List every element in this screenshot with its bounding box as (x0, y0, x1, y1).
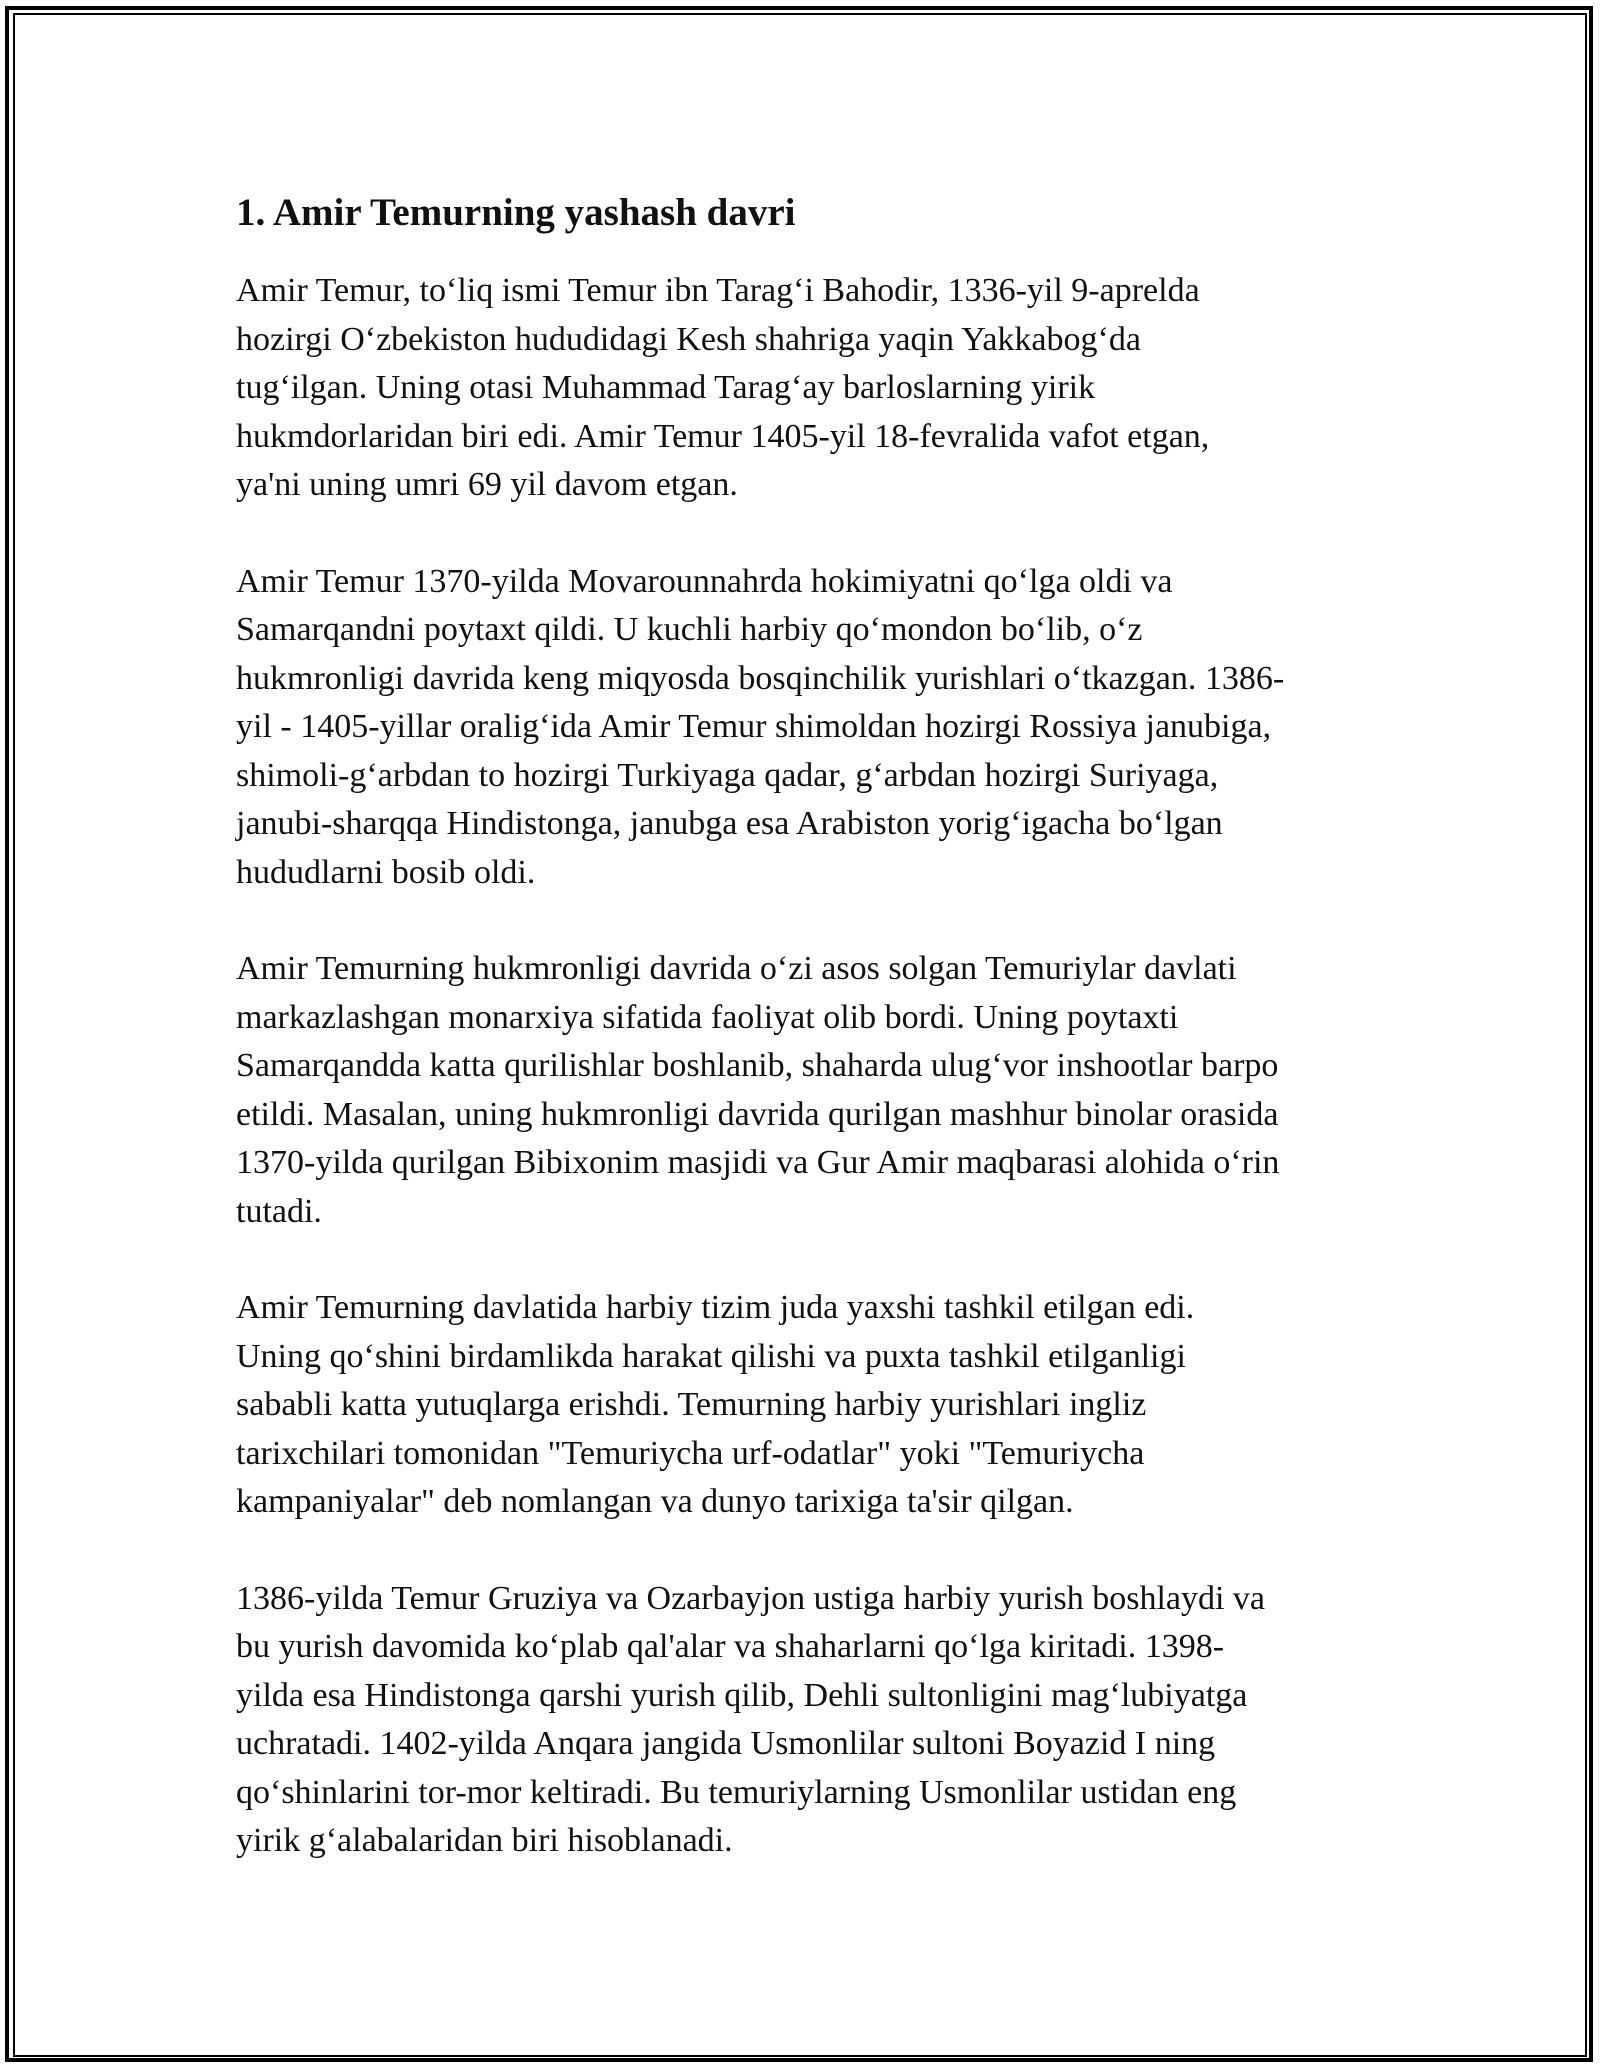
paragraph-4: Amir Temurning davlatida harbiy tizim juda yaxshi tashkil etilgan edi. Uning qo‘shini birdamlikda harakat qilishi va puxta tashkil etilganligi sababli katta yutuqlarga erishdi. Temurning harbiy yurishlari ingliz tarixchilari tomonidan "Temuriycha urf-odatlar" yoki "Temuriycha kampaniyalar" deb nomlangan va dunyo tarixiga ta'sir qilgan. (236, 1289, 1195, 1520)
section-heading: 1. Amir Temurning yashash davri (236, 191, 796, 234)
paragraph-5: 1386-yilda Temur Gruziya va Ozarbayjon ustiga harbiy yurish boshlaydi va bu yurish davomida ko‘plab qal'alar va shaharlarni qo‘lga kiritadi. 1398- yilda esa Hindistonga qarshi yurish qilib, Dehli sultonligini mag‘lubiyatga uchratadi. 1402-yilda Anqara jangida Usmonlilar sultoni Boyazid I ning qo‘shinlarini tor-mor keltiradi. Bu temuriylarning Usmonlilar ustidan eng yirik g‘alabalaridan biri hisoblanadi. (236, 1579, 1266, 1859)
paragraph-1: Amir Temur, to‘liq ismi Temur ibn Tarag‘i Bahodir, 1336-yil 9-aprelda hozirgi O‘zbekiston hududidagi Kesh shahriga yaqin Yakkabog‘da tug‘ilgan. Uning otasi Muhammad Tarag‘ay barloslarning yirik hukmdorlaridan biri edi. Amir Temur 1405-yil 18-fevralida vafot etgan, ya'ni uning umri 69 yil davom etgan. (236, 272, 1210, 503)
paragraph-3: Amir Temurning hukmronligi davrida o‘zi asos solgan Temuriylar davlati markazlashgan monarxiya sifatida faoliyat olib bordi. Uning poytaxti Samarqandda katta qurilishlar boshlanib, shaharda ulug‘vor inshootlar barpo etildi. Masalan, uning hukmronligi davrida qurilgan mashhur binolar orasida 1370-yilda qurilgan Bibixonim masjidi va Gur Amir maqbarasi alohida o‘rin tutadi. (236, 950, 1280, 1230)
paragraph-2: Amir Temur 1370-yilda Movarounnahrda hokimiyatni qo‘lga oldi va Samarqandni poytaxt qildi. U kuchli harbiy qo‘mondon bo‘lib, o‘z hukmronligi davrida keng miqyosda bosqinchilik yurishlari o‘tkazgan. 1386- yil - 1405-yillar oralig‘ida Amir Temur shimoldan hozirgi Rossiya janubiga, shimoli-g‘arbdan to hozirgi Turkiyaga qadar, g‘arbdan hozirgi Suriyaga, janubi-sharqqa Hindistonga, janubga esa Arabiston yorig‘igacha bo‘lgan hududlarni bosib oldi. (236, 562, 1285, 891)
document-body (236, 183, 1396, 1914)
